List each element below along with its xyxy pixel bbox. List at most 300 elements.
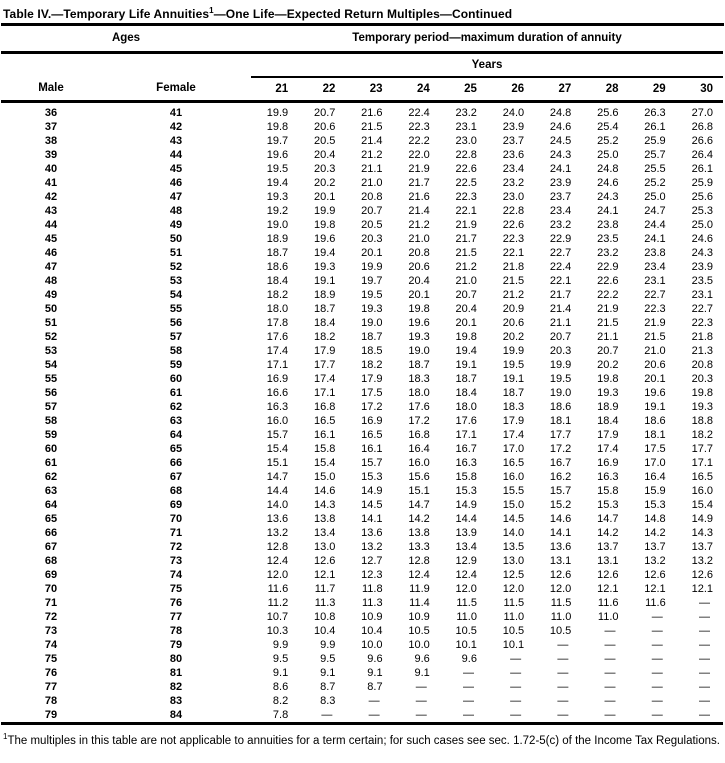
table-row <box>1 162 723 176</box>
multiple-value-cell: — <box>604 624 615 637</box>
multiple-value-cell: — <box>651 624 662 637</box>
multiple-value-cell: 9.1 <box>320 666 336 679</box>
multiple-value-cell: 17.7 <box>313 358 336 371</box>
multiple-value-cell: 24.6 <box>597 176 619 189</box>
male-age-cell: 37 <box>44 120 58 133</box>
multiple-value-cell: 17.4 <box>313 372 336 385</box>
multiple-value-cell: — <box>651 652 662 665</box>
multiple-value-cell: 9.5 <box>320 652 336 665</box>
table-row <box>1 666 723 680</box>
multiple-value-cell: 20.3 <box>313 162 336 175</box>
multiple-value-cell: 13.2 <box>266 526 289 539</box>
multiple-value-cell: 20.4 <box>408 274 430 287</box>
multiple-value-cell: 13.0 <box>502 554 525 567</box>
female-age-cell: 72 <box>169 540 183 553</box>
multiple-value-cell: 22.9 <box>549 232 572 245</box>
multiple-value-cell: 11.6 <box>645 596 666 609</box>
multiple-value-cell: 21.9 <box>455 218 477 231</box>
multiple-value-cell: 25.2 <box>644 176 666 189</box>
multiple-value-cell: 20.9 <box>502 302 525 315</box>
multiple-value-cell: 20.7 <box>313 106 336 119</box>
multiple-value-cell: 16.3 <box>266 400 289 413</box>
multiple-value-cell: 22.1 <box>502 246 525 259</box>
female-age-cell: 54 <box>169 288 183 301</box>
multiple-value-cell: 19.7 <box>266 134 289 147</box>
table-row <box>1 302 723 316</box>
multiple-value-cell: — <box>368 708 379 721</box>
multiple-value-cell: 15.4 <box>266 442 289 455</box>
multiple-value-cell: 23.2 <box>549 218 572 231</box>
multiple-value-cell: 12.7 <box>361 554 383 567</box>
male-age-cell: 48 <box>44 274 58 287</box>
multiple-value-cell: 17.9 <box>597 428 619 441</box>
multiple-value-cell: 14.6 <box>313 484 336 497</box>
male-age-cell: 43 <box>44 204 58 217</box>
multiple-value-cell: 21.9 <box>644 316 666 329</box>
multiple-value-cell: 18.0 <box>455 400 477 413</box>
multiple-value-cell: 12.4 <box>408 568 430 581</box>
multiple-value-cell: 10.9 <box>361 610 383 623</box>
multiple-value-cell: 17.2 <box>408 414 430 427</box>
male-age-cell: 45 <box>44 232 58 245</box>
multiple-value-cell: 13.0 <box>313 540 336 553</box>
multiple-value-cell: 13.8 <box>313 512 336 525</box>
multiple-value-cell: 11.7 <box>314 582 336 595</box>
multiple-value-cell: 18.7 <box>455 372 477 385</box>
multiple-value-cell: 18.4 <box>313 316 336 329</box>
multiple-value-cell: 11.0 <box>503 610 525 623</box>
female-age-cell: 68 <box>169 484 183 497</box>
table-row <box>1 708 723 724</box>
multiple-value-cell: 21.4 <box>361 134 383 147</box>
multiple-value-cell: 26.6 <box>691 134 713 147</box>
multiple-value-cell: 13.5 <box>502 540 525 553</box>
multiple-value-cell: 23.2 <box>597 246 619 259</box>
multiple-value-cell: — <box>462 680 473 693</box>
multiple-value-cell: 14.0 <box>502 526 525 539</box>
multiple-value-cell: 17.1 <box>691 456 713 469</box>
header-row-top <box>1 26 723 52</box>
multiple-value-cell: 22.7 <box>644 288 666 301</box>
multiple-value-cell: 19.3 <box>313 260 336 273</box>
multiple-value-cell: 20.3 <box>549 344 572 357</box>
multiple-value-cell: 9.9 <box>272 638 289 651</box>
multiple-value-cell: 23.8 <box>644 246 666 259</box>
multiple-value-cell: — <box>321 708 332 721</box>
multiple-value-cell: 19.3 <box>266 190 289 203</box>
male-age-cell: 52 <box>44 330 58 343</box>
female-age-cell: 69 <box>169 498 183 511</box>
multiple-value-cell: 20.7 <box>361 204 383 217</box>
table-row <box>1 218 723 232</box>
multiple-value-cell: 18.0 <box>408 386 430 399</box>
multiple-value-cell: 9.1 <box>272 666 289 679</box>
female-age-cell: 48 <box>169 204 183 217</box>
multiple-value-cell: 21.8 <box>691 330 713 343</box>
multiple-value-cell: — <box>415 680 426 693</box>
multiple-value-cell: 10.9 <box>408 610 430 623</box>
table-row <box>1 442 723 456</box>
multiple-value-cell: 18.2 <box>313 330 336 343</box>
multiple-value-cell: 22.3 <box>502 232 525 245</box>
multiple-value-cell: — <box>557 638 568 651</box>
female-age-cell: 76 <box>169 596 183 609</box>
multiple-value-cell: 23.4 <box>549 204 572 217</box>
multiple-value-cell: 16.3 <box>455 456 477 469</box>
table-row <box>1 232 723 246</box>
multiple-value-cell: 22.3 <box>455 190 477 203</box>
multiple-value-cell: 12.0 <box>549 582 572 595</box>
female-age-cell: 45 <box>169 162 183 175</box>
multiple-value-cell: 15.3 <box>455 484 477 497</box>
multiple-value-cell: 24.1 <box>597 204 619 217</box>
multiple-value-cell: 17.6 <box>266 330 289 343</box>
multiple-value-cell: 26.1 <box>691 162 713 175</box>
multiple-value-cell: 20.5 <box>313 134 336 147</box>
multiple-value-cell: 16.6 <box>266 386 289 399</box>
female-age-cell: 58 <box>169 344 183 357</box>
multiple-value-cell: 20.2 <box>313 176 336 189</box>
multiple-value-cell: — <box>699 680 709 693</box>
multiple-value-cell: 13.7 <box>691 540 713 553</box>
table-row <box>1 148 723 162</box>
multiple-value-cell: 21.0 <box>644 344 666 357</box>
multiple-value-cell: 22.1 <box>455 204 477 217</box>
multiple-value-cell: 21.9 <box>408 162 430 175</box>
table-row <box>1 484 723 498</box>
male-age-cell: 78 <box>44 694 58 707</box>
multiple-value-cell: — <box>651 610 662 623</box>
table-row <box>1 204 723 218</box>
multiple-value-cell: 22.4 <box>408 106 430 119</box>
multiple-value-cell: 22.9 <box>597 260 619 273</box>
multiple-value-cell: 11.5 <box>550 596 572 609</box>
multiple-value-cell: 10.5 <box>549 624 572 637</box>
multiple-value-cell: 12.8 <box>408 554 430 567</box>
multiple-value-cell: 23.0 <box>455 134 477 147</box>
female-age-cell: 47 <box>169 190 183 203</box>
multiple-value-cell: — <box>699 596 709 609</box>
multiple-value-cell: 14.7 <box>597 512 619 525</box>
multiple-value-cell: 12.3 <box>361 568 383 581</box>
multiple-value-cell: 24.3 <box>597 190 619 203</box>
multiple-value-cell: — <box>699 610 709 623</box>
year-column-header: 24 <box>393 77 440 101</box>
table-row <box>1 652 723 666</box>
multiple-value-cell: 21.5 <box>361 120 383 133</box>
multiple-value-cell: 18.4 <box>597 414 619 427</box>
multiple-value-cell: 15.4 <box>313 456 336 469</box>
multiple-value-cell: 12.0 <box>455 582 477 595</box>
female-age-cell: 65 <box>169 442 183 455</box>
multiple-value-cell: 21.4 <box>408 204 430 217</box>
male-age-cell: 66 <box>44 526 58 539</box>
table-row <box>1 344 723 358</box>
multiple-value-cell: 12.6 <box>691 568 713 581</box>
table-row <box>1 680 723 694</box>
multiple-value-cell: 25.5 <box>644 162 666 175</box>
multiple-value-cell: 18.6 <box>644 414 666 427</box>
multiple-value-cell: 14.3 <box>691 526 713 539</box>
multiple-value-cell: — <box>651 638 662 651</box>
multiple-value-cell: 18.8 <box>691 414 713 427</box>
multiple-value-cell: 12.6 <box>597 568 619 581</box>
multiple-value-cell: 20.7 <box>455 288 477 301</box>
header-female: Female <box>101 77 251 101</box>
multiple-value-cell: 11.5 <box>503 596 525 609</box>
multiple-value-cell: 13.8 <box>408 526 430 539</box>
multiple-value-cell: 20.4 <box>455 302 477 315</box>
multiple-value-cell: 23.7 <box>502 134 525 147</box>
multiple-value-cell: 19.6 <box>408 316 430 329</box>
multiple-value-cell: 20.4 <box>313 148 336 161</box>
table-row <box>1 372 723 386</box>
multiple-value-cell: 19.5 <box>549 372 572 385</box>
multiple-value-cell: 11.6 <box>597 596 619 609</box>
multiple-value-cell: 15.7 <box>549 484 572 497</box>
multiple-value-cell: 12.8 <box>266 540 289 553</box>
multiple-value-cell: 14.4 <box>455 512 477 525</box>
multiple-value-cell: 19.3 <box>408 330 430 343</box>
table-row <box>1 386 723 400</box>
multiple-value-cell: 15.2 <box>549 498 572 511</box>
female-age-cell: 75 <box>169 582 183 595</box>
multiple-value-cell: 17.5 <box>361 386 383 399</box>
multiple-value-cell: 15.0 <box>313 470 336 483</box>
male-age-cell: 69 <box>44 568 58 581</box>
multiple-value-cell: 16.7 <box>455 442 477 455</box>
multiple-value-cell: 9.9 <box>320 638 336 651</box>
multiple-value-cell: — <box>368 694 379 707</box>
multiple-value-cell: 11.6 <box>267 582 289 595</box>
multiple-value-cell: 23.8 <box>597 218 619 231</box>
male-age-cell: 70 <box>44 582 58 595</box>
multiple-value-cell: 11.2 <box>267 596 289 609</box>
female-age-cell: 61 <box>169 386 183 399</box>
multiple-value-cell: 12.4 <box>266 554 289 567</box>
multiple-value-cell: 19.4 <box>455 344 477 357</box>
table-row <box>1 638 723 652</box>
female-age-cell: 50 <box>169 232 183 245</box>
male-age-cell: 50 <box>44 302 58 315</box>
multiple-value-cell: 14.2 <box>644 526 666 539</box>
multiple-value-cell: 15.3 <box>597 498 619 511</box>
table-row <box>1 274 723 288</box>
multiple-value-cell: 13.4 <box>313 526 336 539</box>
multiple-value-cell: 10.4 <box>313 624 336 637</box>
multiple-value-cell: 23.5 <box>597 232 619 245</box>
female-age-cell: 46 <box>169 176 183 189</box>
page-title <box>1 0 724 26</box>
multiple-value-cell: 18.3 <box>502 400 525 413</box>
multiple-value-cell: 20.8 <box>408 246 430 259</box>
multiple-value-cell: 25.2 <box>597 134 619 147</box>
female-age-cell: 42 <box>169 120 183 133</box>
year-column-header: 27 <box>534 77 581 101</box>
multiple-value-cell: — <box>557 666 568 679</box>
multiple-value-cell: 21.7 <box>549 288 572 301</box>
multiple-value-cell: — <box>604 652 615 665</box>
female-age-cell: 44 <box>169 148 183 161</box>
multiple-value-cell: 19.9 <box>549 358 572 371</box>
female-age-cell: 67 <box>169 470 183 483</box>
multiple-value-cell: 18.2 <box>266 288 289 301</box>
multiple-value-cell: 15.5 <box>502 484 525 497</box>
multiple-value-cell: 21.5 <box>455 246 477 259</box>
multiple-value-cell: 21.1 <box>361 162 383 175</box>
multiple-value-cell: 18.1 <box>644 428 666 441</box>
male-age-cell: 55 <box>44 372 58 385</box>
male-age-cell: 72 <box>44 610 58 623</box>
female-age-cell: 70 <box>169 512 183 525</box>
multiple-value-cell: 12.6 <box>313 554 336 567</box>
multiple-value-cell: 17.4 <box>597 442 619 455</box>
multiple-value-cell: 24.0 <box>502 106 525 119</box>
multiple-value-cell: 22.4 <box>549 260 572 273</box>
multiple-value-cell: — <box>462 666 473 679</box>
table-row <box>1 428 723 442</box>
multiple-value-cell: 16.9 <box>266 372 289 385</box>
multiple-value-cell: 13.6 <box>549 540 572 553</box>
header-male: Male <box>1 77 101 101</box>
multiple-value-cell: 11.5 <box>456 596 477 609</box>
male-age-cell: 36 <box>44 106 58 119</box>
multiple-value-cell: 20.1 <box>313 190 336 203</box>
multiple-value-cell: 17.6 <box>408 400 430 413</box>
table-body <box>1 101 723 723</box>
multiple-value-cell: 22.1 <box>549 274 572 287</box>
table-row <box>1 596 723 610</box>
female-age-cell: 62 <box>169 400 183 413</box>
multiple-value-cell: — <box>510 666 521 679</box>
multiple-value-cell: 10.0 <box>361 638 383 651</box>
multiple-value-cell: 12.4 <box>455 568 477 581</box>
multiple-value-cell: 16.7 <box>549 456 572 469</box>
multiple-value-cell: 21.7 <box>408 176 430 189</box>
table-row <box>1 624 723 638</box>
male-age-cell: 47 <box>44 260 58 273</box>
multiple-value-cell: — <box>604 680 615 693</box>
multiple-value-cell: 16.0 <box>691 484 713 497</box>
female-age-cell: 53 <box>169 274 183 287</box>
multiple-value-cell: 19.0 <box>549 386 572 399</box>
multiple-value-cell: 19.1 <box>313 274 336 287</box>
multiple-value-cell: 17.1 <box>455 428 477 441</box>
multiple-value-cell: 23.2 <box>455 106 477 119</box>
male-age-cell: 74 <box>44 638 58 651</box>
multiple-value-cell: 22.2 <box>408 134 430 147</box>
multiple-value-cell: 17.2 <box>361 400 383 413</box>
multiple-value-cell: 10.1 <box>502 638 525 651</box>
female-age-cell: 55 <box>169 302 183 315</box>
multiple-value-cell: 23.7 <box>549 190 572 203</box>
table-row <box>1 498 723 512</box>
multiple-value-cell: 13.1 <box>549 554 572 567</box>
multiple-value-cell: 14.9 <box>361 484 383 497</box>
multiple-value-cell: 20.7 <box>549 330 572 343</box>
multiple-value-cell: — <box>604 708 615 721</box>
multiple-value-cell: 20.6 <box>502 316 525 329</box>
year-column-header: 28 <box>581 77 628 101</box>
male-age-cell: 68 <box>44 554 58 567</box>
multiple-value-cell: 9.1 <box>414 666 430 679</box>
multiple-value-cell: 19.5 <box>266 162 289 175</box>
multiple-value-cell: 19.8 <box>266 120 289 133</box>
multiple-value-cell: 23.9 <box>502 120 525 133</box>
multiple-value-cell: 22.3 <box>691 316 713 329</box>
multiple-value-cell: 25.0 <box>597 148 619 161</box>
multiple-value-cell: 20.8 <box>691 358 713 371</box>
female-age-cell: 82 <box>169 680 183 693</box>
multiple-value-cell: 11.0 <box>550 610 572 623</box>
multiple-value-cell: 24.6 <box>691 232 713 245</box>
multiple-value-cell: 19.9 <box>266 106 289 119</box>
multiple-value-cell: 24.4 <box>644 218 666 231</box>
male-age-cell: 58 <box>44 414 58 427</box>
multiple-value-cell: 16.5 <box>361 428 383 441</box>
multiple-value-cell: 14.6 <box>549 512 572 525</box>
male-age-cell: 53 <box>44 344 58 357</box>
multiple-value-cell: 12.9 <box>455 554 477 567</box>
multiple-value-cell: 24.6 <box>549 120 572 133</box>
multiple-value-cell: 15.1 <box>266 456 289 469</box>
multiple-value-cell: 21.1 <box>549 316 572 329</box>
multiple-value-cell: 10.4 <box>361 624 383 637</box>
multiple-value-cell: 20.3 <box>361 232 383 245</box>
multiple-value-cell: 15.7 <box>361 456 383 469</box>
multiple-value-cell: 11.0 <box>597 610 619 623</box>
male-age-cell: 60 <box>44 442 58 455</box>
multiple-value-cell: 17.7 <box>691 442 713 455</box>
multiple-value-cell: 16.4 <box>644 470 666 483</box>
multiple-value-cell: 23.2 <box>502 176 525 189</box>
multiple-value-cell: 15.4 <box>691 498 713 511</box>
multiple-value-cell: — <box>510 680 521 693</box>
multiple-value-cell: 18.7 <box>313 302 336 315</box>
multiple-value-cell: 19.8 <box>691 386 713 399</box>
multiple-value-cell: — <box>699 666 709 679</box>
multiple-value-cell: 22.3 <box>408 120 430 133</box>
multiple-value-cell: 12.0 <box>266 568 289 581</box>
multiple-value-cell: 16.0 <box>502 470 525 483</box>
female-age-cell: 77 <box>169 610 183 623</box>
multiple-value-cell: 19.1 <box>644 400 666 413</box>
male-age-cell: 40 <box>44 162 58 175</box>
multiple-value-cell: 16.1 <box>313 428 336 441</box>
year-column-header: 29 <box>629 77 676 101</box>
multiple-value-cell: — <box>699 624 709 637</box>
female-age-cell: 64 <box>169 428 183 441</box>
multiple-value-cell: 26.8 <box>691 120 713 133</box>
female-age-cell: 81 <box>169 666 183 679</box>
multiple-value-cell: 15.9 <box>644 484 666 497</box>
multiple-value-cell: 25.6 <box>597 106 619 119</box>
multiple-value-cell: 19.5 <box>361 288 383 301</box>
table-row <box>1 694 723 708</box>
female-age-cell: 80 <box>169 652 183 665</box>
multiple-value-cell: 17.4 <box>502 428 525 441</box>
table-row <box>1 120 723 134</box>
multiple-value-cell: 17.1 <box>313 386 336 399</box>
year-column-header: 26 <box>487 77 534 101</box>
table-row <box>1 134 723 148</box>
multiple-value-cell: 23.1 <box>455 120 477 133</box>
multiple-value-cell: 15.3 <box>644 498 666 511</box>
multiple-value-cell: 22.8 <box>502 204 525 217</box>
multiple-value-cell: 19.4 <box>313 246 336 259</box>
multiple-value-cell: 27.0 <box>691 106 713 119</box>
table-row <box>1 101 723 120</box>
